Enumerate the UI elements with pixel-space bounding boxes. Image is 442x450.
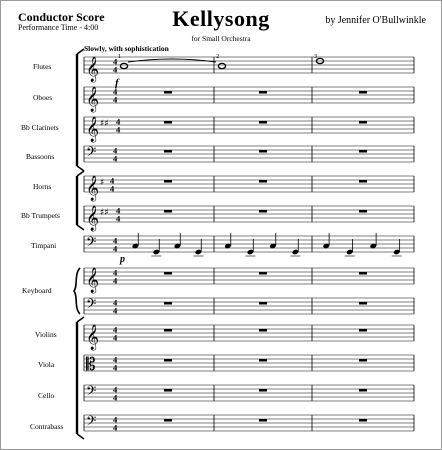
tempo-marking: Slowly, with sophistication [84, 44, 169, 53]
instrument-label-timpani: Timpani [31, 241, 57, 250]
whole-rest-icon [359, 272, 367, 275]
time-signature-numerator: 4 [113, 56, 118, 67]
whole-rest-icon [164, 272, 172, 275]
whole-rest-icon [164, 419, 172, 422]
whole-rest-icon [359, 359, 367, 362]
instrument-label-horns: Horns [33, 182, 52, 191]
score-title: Kellysong [172, 6, 270, 31]
time-signature-denominator: 4 [113, 305, 118, 316]
dynamic-piano: p [120, 254, 125, 265]
staff [84, 296, 414, 316]
instrument-label-violins: Violins [35, 330, 57, 339]
time-signature-denominator: 4 [110, 183, 115, 194]
time-signature-numerator: 4 [113, 384, 118, 395]
whole-rest-icon [359, 180, 367, 183]
whole-rest-icon [164, 389, 172, 392]
alto-clef-icon: 𝄡 [86, 355, 96, 375]
whole-rest-icon [164, 329, 172, 332]
instrument-label-bassoons: Bassoons [26, 152, 55, 161]
whole-rest-icon [359, 329, 367, 332]
instrument-label-viola: Viola [38, 360, 55, 369]
treble-clef-icon: 𝄞 [86, 206, 100, 231]
whole-rest-icon [359, 302, 367, 305]
time-signature-numerator: 4 [116, 116, 121, 127]
whole-rest-icon [259, 389, 267, 392]
time-signature-numerator: 4 [113, 267, 118, 278]
bracket-winds [77, 49, 84, 171]
staff [84, 175, 414, 201]
time-signature-denominator: 4 [113, 392, 118, 403]
dynamic-forte: f [115, 77, 119, 89]
staff [84, 324, 414, 350]
instrument-label-flutes: Flutes [33, 62, 52, 71]
whole-rest-icon [164, 150, 172, 153]
time-signature-numerator: 4 [110, 175, 115, 186]
brace-keyboard [74, 268, 80, 314]
time-signature-denominator: 4 [113, 64, 118, 75]
time-signature-denominator: 4 [113, 243, 118, 254]
instrument-label-contrabass: Contrabass [30, 422, 64, 431]
bass-clef-icon: 𝄢 [86, 413, 97, 432]
time-signature-denominator: 4 [113, 94, 118, 105]
whole-rest-icon [259, 359, 267, 362]
score-type: Conductor Score [18, 10, 105, 24]
staff [84, 413, 414, 433]
whole-rest-icon [164, 359, 172, 362]
time-signature-denominator: 4 [113, 422, 118, 433]
whole-rest-icon [259, 329, 267, 332]
treble-clef-icon: 𝄞 [86, 268, 100, 293]
whole-rest-icon [164, 91, 172, 94]
time-signature-numerator: 4 [113, 324, 118, 335]
instrument-label-keyboard: Keyboard [22, 286, 52, 295]
staff [84, 86, 414, 112]
bass-clef-icon: 𝄢 [86, 296, 97, 315]
sharp-icon: ♯♯ [100, 208, 109, 218]
whole-rest-icon [164, 121, 172, 124]
whole-rest-icon [359, 150, 367, 153]
time-signature-numerator: 4 [113, 145, 118, 156]
time-signature-numerator: 4 [113, 86, 118, 97]
treble-clef-icon: 𝄞 [86, 117, 100, 142]
bass-clef-icon: 𝄢 [86, 234, 97, 253]
instrument-label-bb-trumpets: Bb Trumpets [21, 211, 60, 220]
bass-clef-icon: 𝄢 [86, 383, 97, 402]
whole-rest-icon [164, 210, 172, 213]
whole-rest-icon [164, 180, 172, 183]
time-signature-numerator: 4 [113, 235, 118, 246]
instrument-label-oboes: Oboes [33, 93, 53, 102]
flutes-notes [120, 58, 323, 68]
instrument-label-cello: Cello [38, 391, 55, 400]
bass-clef-icon: 𝄢 [86, 144, 97, 163]
time-signature-denominator: 4 [113, 275, 118, 286]
whole-rest-icon [259, 121, 267, 124]
whole-rest-icon [259, 180, 267, 183]
sharp-icon: ♯♯ [100, 119, 109, 129]
time-signature-numerator: 4 [116, 205, 121, 216]
timpani-notes [132, 233, 402, 256]
sharp-icon: ♯ [100, 178, 105, 188]
instrument-label-bb-clarinets: Bb Clarinets [21, 123, 59, 132]
whole-rest-icon [259, 210, 267, 213]
whole-rest-icon [164, 302, 172, 305]
whole-rest-icon [259, 150, 267, 153]
staff [84, 116, 414, 142]
score-subtitle: for Small Orchestra [191, 34, 251, 43]
staff [84, 355, 414, 376]
treble-clef-icon: 𝄞 [86, 87, 100, 112]
staff [84, 144, 414, 164]
whole-rest-icon [359, 389, 367, 392]
time-signature-denominator: 4 [116, 213, 121, 224]
time-signature-denominator: 4 [116, 124, 121, 135]
measure-number: 2 [216, 53, 220, 60]
staff [84, 383, 414, 403]
whole-rest-icon [259, 91, 267, 94]
time-signature-denominator: 4 [113, 332, 118, 343]
staff [84, 56, 414, 82]
time-signature-denominator: 4 [113, 153, 118, 164]
bracket-strings [77, 317, 84, 439]
whole-rest-icon [359, 121, 367, 124]
bracket-brass [77, 171, 84, 230]
time-signature-numerator: 4 [113, 354, 118, 365]
whole-rest-icon [359, 419, 367, 422]
measure-number: 3 [314, 53, 318, 60]
staff [84, 267, 414, 293]
measure-number: 1 [118, 53, 122, 60]
whole-rest-icon [359, 91, 367, 94]
time-signature-numerator: 4 [113, 297, 118, 308]
whole-rest-icon [259, 272, 267, 275]
time-signature-denominator: 4 [113, 362, 118, 373]
treble-clef-icon: 𝄞 [86, 325, 100, 350]
treble-clef-icon: 𝄞 [86, 176, 100, 201]
time-signature-numerator: 4 [113, 414, 118, 425]
whole-rest-icon [259, 419, 267, 422]
composer-credit: by Jennifer O'Bullwinkle [325, 15, 426, 26]
treble-clef-icon: 𝄞 [86, 57, 100, 82]
staff [84, 205, 414, 231]
performance-time: Performance Time - 4:00 [18, 23, 99, 32]
whole-rest-icon [359, 210, 367, 213]
whole-rest-icon [259, 302, 267, 305]
